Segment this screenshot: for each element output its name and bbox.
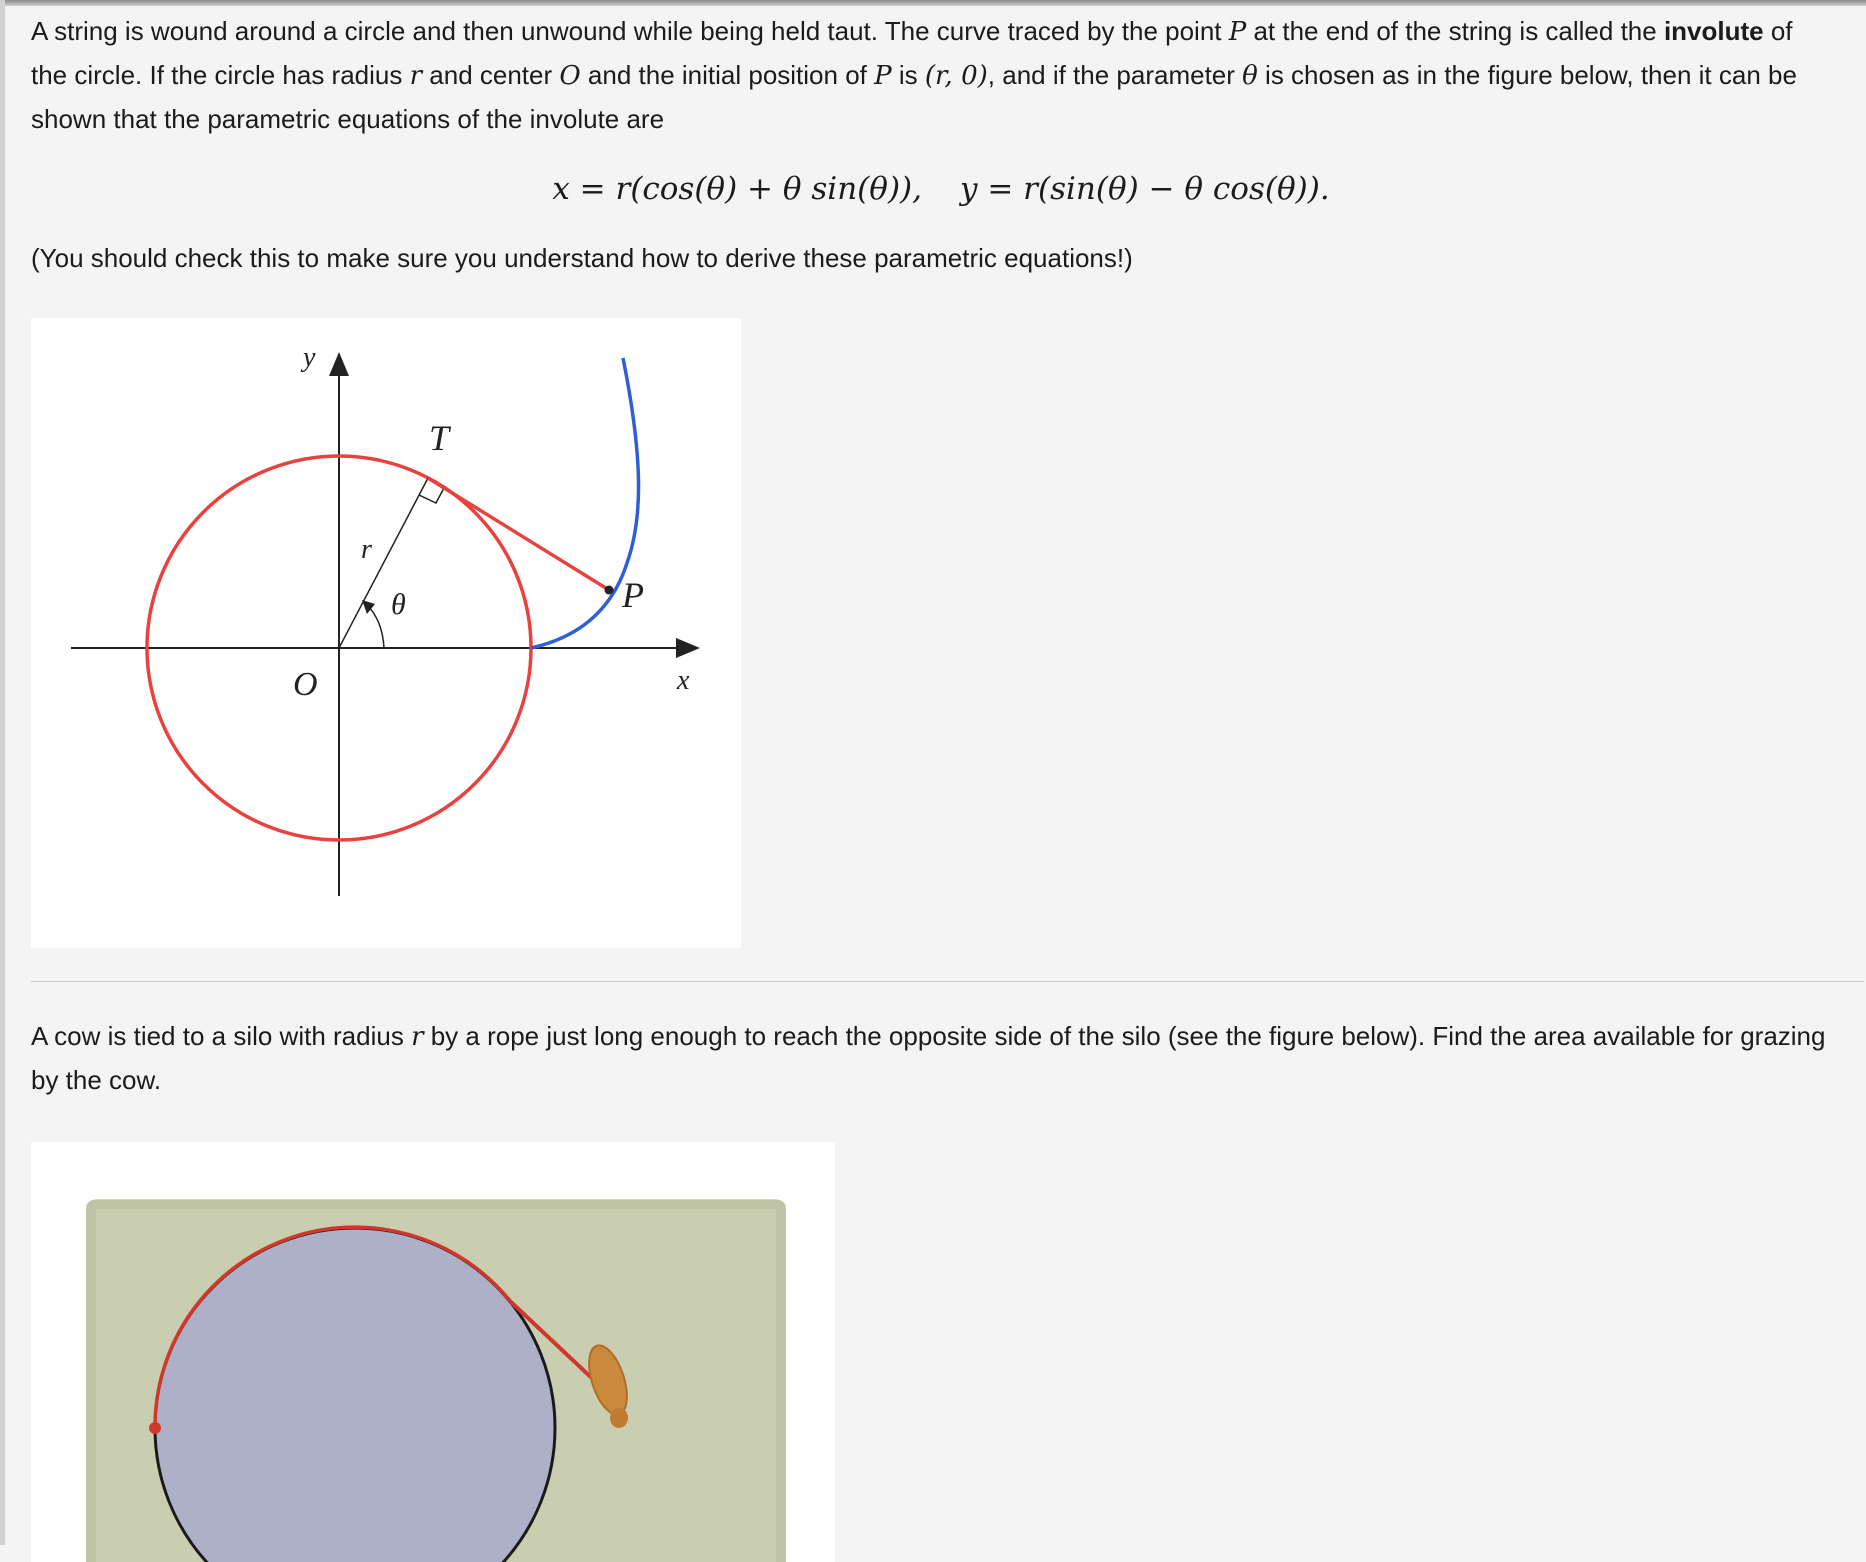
window-top-edge bbox=[0, 0, 1866, 6]
equation-y: y = r(sin(θ) − θ cos(θ)). bbox=[959, 171, 1330, 207]
window-left-edge bbox=[0, 0, 5, 1545]
label-theta: θ bbox=[391, 588, 406, 621]
label-O: O bbox=[293, 666, 318, 703]
intro-text-4: and center bbox=[422, 60, 560, 90]
intro-text-3: of the circle. If the circle has radius bbox=[31, 16, 1793, 90]
silo-figure bbox=[31, 1142, 835, 1562]
cow-var-r: r bbox=[411, 1022, 424, 1052]
point-P bbox=[605, 586, 614, 595]
string-segment bbox=[428, 478, 609, 590]
intro-text-6: is bbox=[891, 60, 925, 90]
theta-arc bbox=[367, 605, 384, 648]
cow-problem-paragraph bbox=[31, 1015, 1831, 1102]
label-r: r bbox=[361, 534, 372, 565]
cow-text-1: A cow is tied to a silo with radius bbox=[31, 1021, 412, 1051]
var-theta: θ bbox=[1242, 61, 1258, 91]
initial-position: (r, 0) bbox=[924, 61, 988, 91]
var-P: P bbox=[1228, 17, 1247, 47]
parametric-equations bbox=[31, 167, 1851, 211]
tie-point bbox=[149, 1422, 161, 1434]
section-divider bbox=[31, 981, 1864, 982]
label-P: P bbox=[622, 575, 644, 615]
label-y: y bbox=[303, 342, 316, 373]
label-x: x bbox=[677, 665, 690, 696]
intro-text-8: is chosen as in the figure below, then it can be shown that the parametric equations of the involute are bbox=[31, 60, 1797, 134]
intro-text-7: , and if the parameter bbox=[987, 60, 1243, 90]
radius-line bbox=[339, 478, 428, 648]
equation-x: x = r(cos(θ) + θ sin(θ)), bbox=[552, 171, 922, 207]
page-content bbox=[31, 10, 1831, 1562]
involute-figure bbox=[31, 318, 741, 948]
var-O: O bbox=[559, 61, 581, 91]
cow-text-2: by a rope just long enough to reach the opposite side of the silo (see the figure below). Find the area available for grazing by the cow. bbox=[31, 1021, 1826, 1095]
intro-text-5: and the initial position of bbox=[580, 60, 875, 90]
var-r: r bbox=[409, 61, 423, 91]
term-involute: involute bbox=[1663, 16, 1764, 46]
label-T: T bbox=[429, 418, 450, 458]
cow-head bbox=[610, 1408, 628, 1428]
check-note: (You should check this to make sure you understand how to derive these parametric equations!) bbox=[31, 243, 1133, 273]
intro-text-2: at the end of the string is called the bbox=[1246, 16, 1664, 46]
var-P-2: P bbox=[874, 61, 892, 91]
intro-text-1: A string is wound around a circle and then unwound while being held taut. The curve traced by the point bbox=[31, 16, 1229, 46]
intro-paragraph bbox=[31, 10, 1831, 141]
